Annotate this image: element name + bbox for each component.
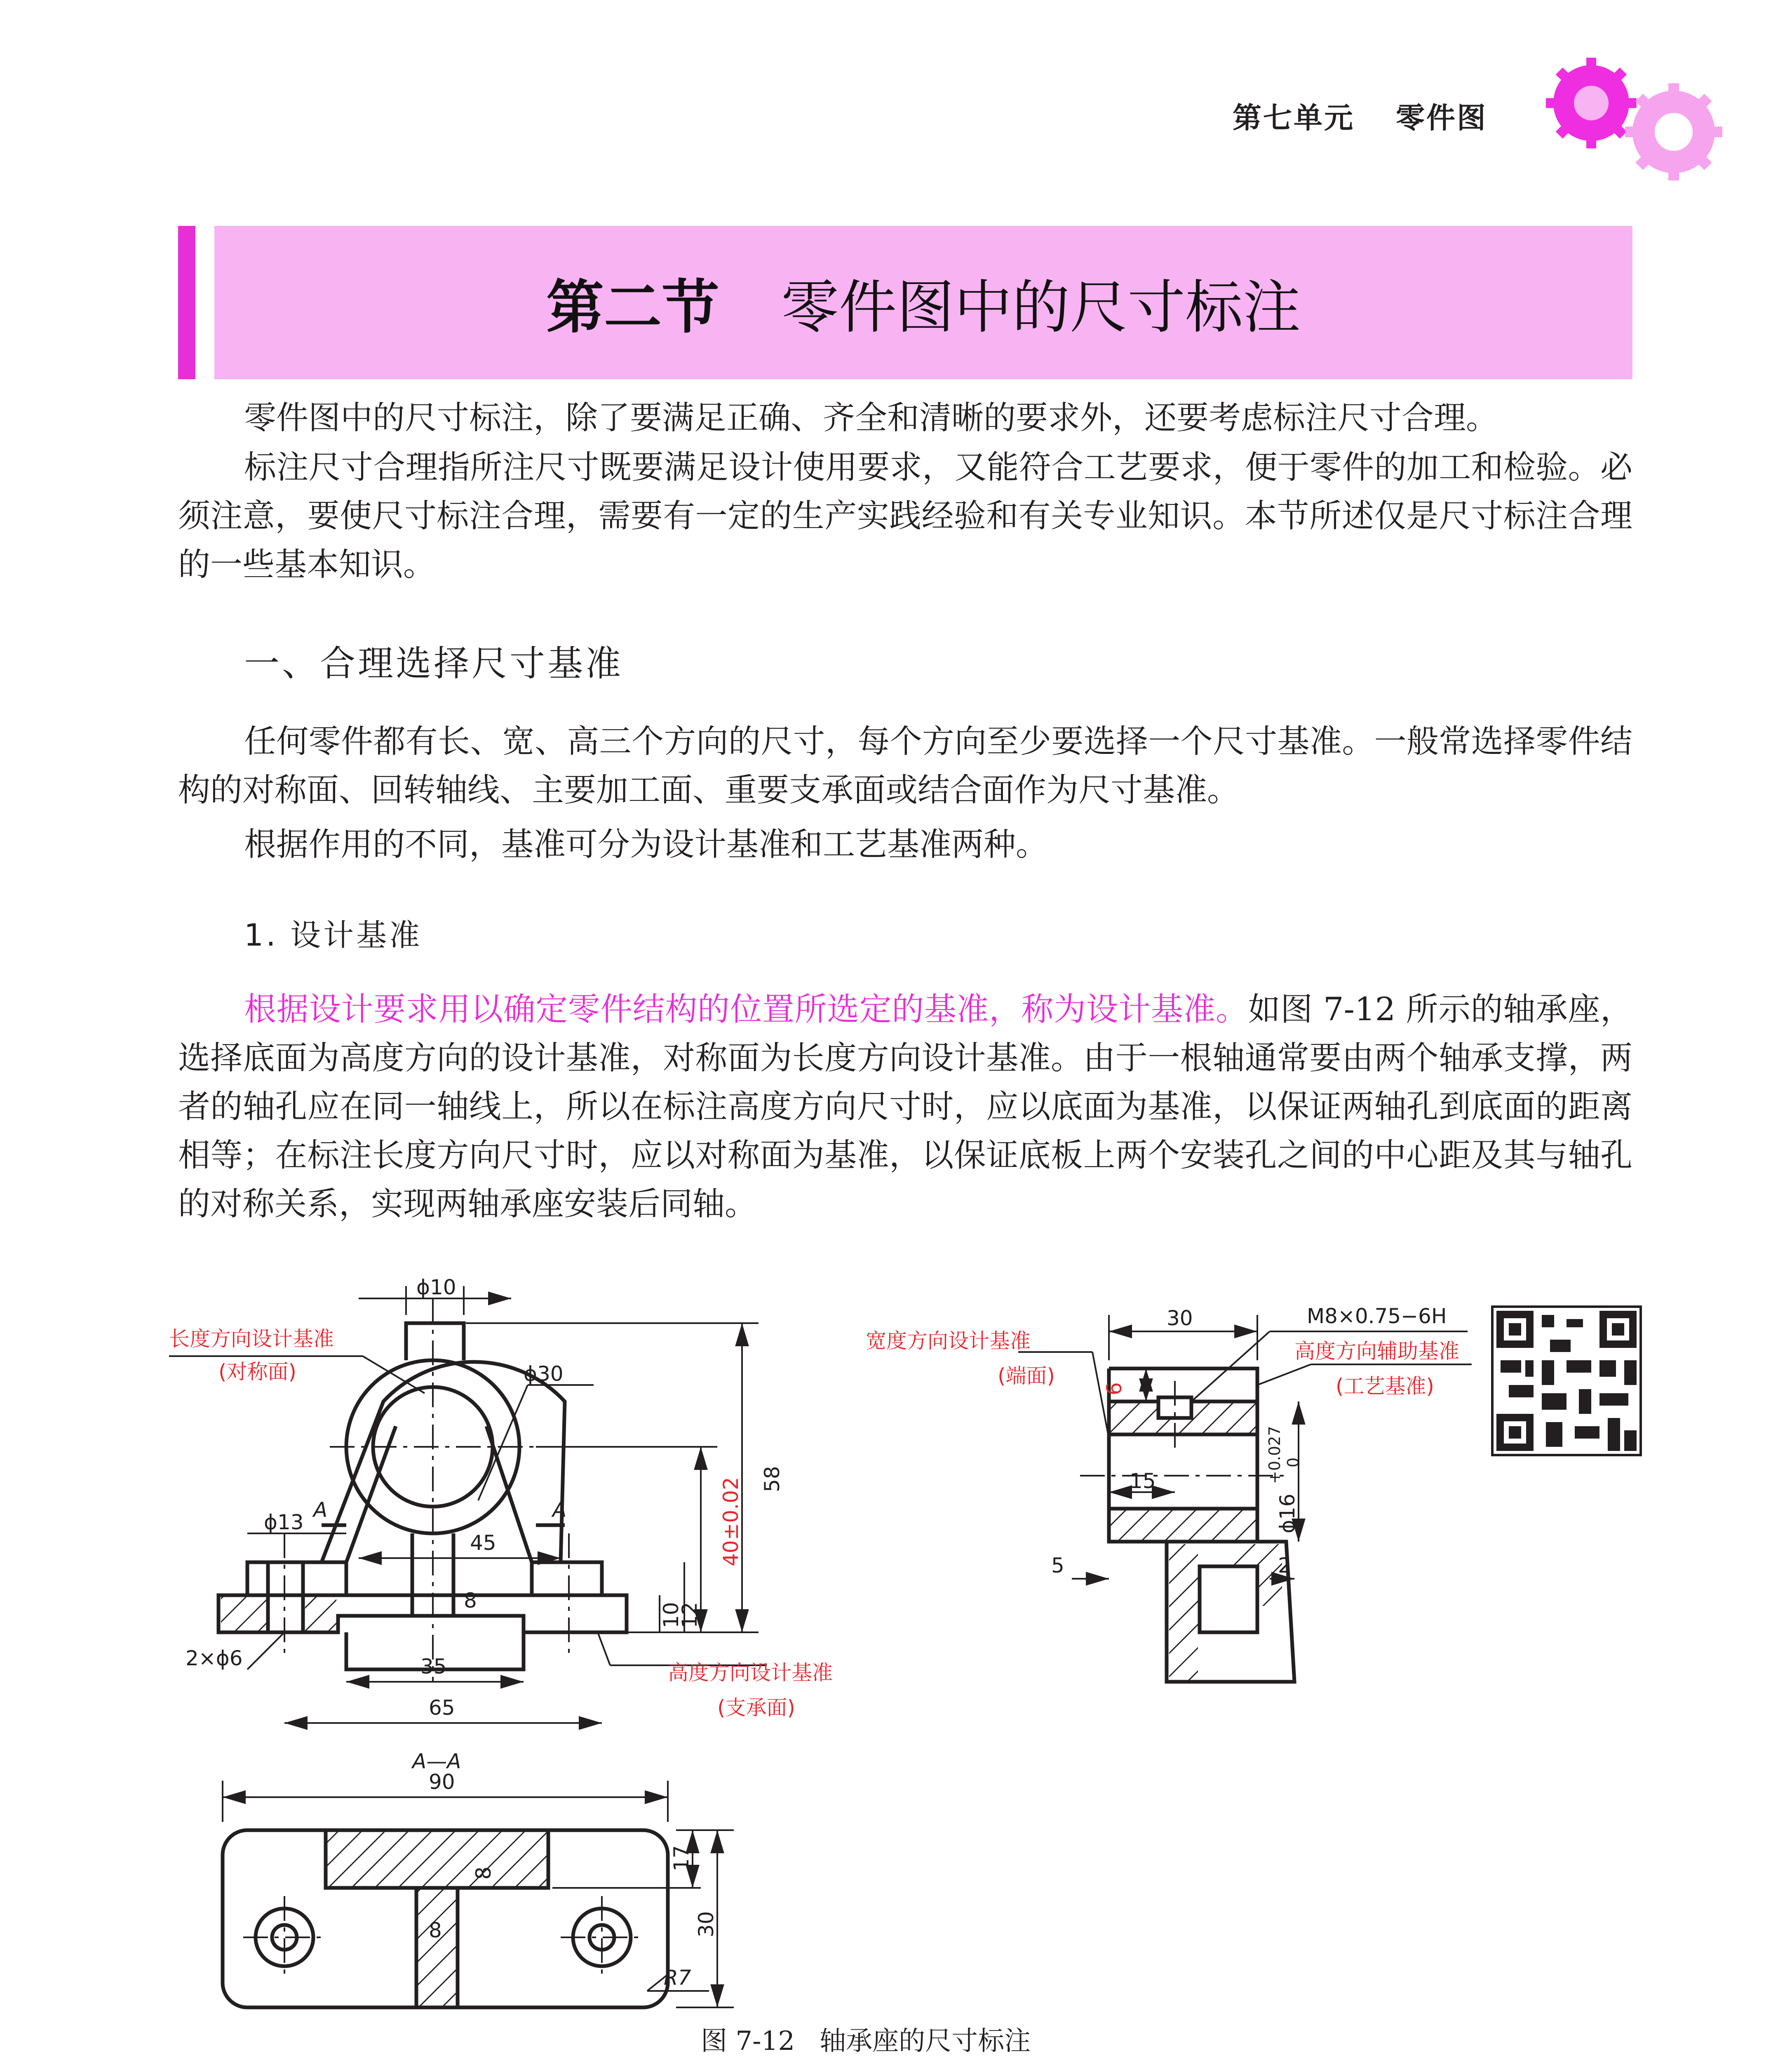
dim-90: 90: [429, 1770, 455, 1794]
figure-caption-number: 图 7-12: [701, 2026, 795, 2056]
figure-caption-title: 轴承座的尺寸标注: [820, 2026, 1031, 2056]
design-datum-definition: 根据设计要求用以确定零件结构的位置所选定的基准，称为设计基准。: [244, 991, 1248, 1028]
label-width-datum-sub: (端面): [998, 1364, 1055, 1388]
heading-design-datum: 1. 设计基准: [244, 918, 423, 953]
dim-6: 6: [1102, 1382, 1126, 1395]
dim-phi16: ϕ16: [1275, 1493, 1299, 1533]
dim-8: 8: [464, 1589, 477, 1613]
label-width-datum: 宽度方向设计基准: [866, 1329, 1031, 1353]
label-length-datum-sub: (对称面): [218, 1360, 297, 1384]
dim-thread: M8×0.75−6H: [1307, 1304, 1447, 1328]
dim-phi10: ϕ10: [416, 1275, 456, 1299]
section-number: 第二节: [546, 274, 719, 341]
dim-15: 15: [1130, 1469, 1156, 1493]
dim-r7: R7: [664, 1966, 691, 1990]
dim-58: 58: [760, 1466, 784, 1492]
dim-10: 10: [659, 1602, 683, 1628]
datum-paragraph-2: 根据作用的不同，基准可分为设计基准和工艺基准两种。: [244, 826, 1048, 863]
dim-2: 2: [1278, 1554, 1291, 1577]
dim-5: 5: [1051, 1554, 1064, 1577]
dim-30: 30: [1167, 1306, 1193, 1330]
dim-17: 17: [669, 1845, 693, 1871]
dim-2phi6: 2×ϕ6: [186, 1646, 243, 1670]
label-height-datum-sub: (支承面): [717, 1696, 796, 1720]
dim-phi16-tol: +0.027: [1266, 1426, 1284, 1484]
dim-35: 35: [420, 1655, 447, 1678]
dim-phi16-tol2: 0: [1284, 1457, 1302, 1467]
section-mark-a-right: A: [552, 1498, 567, 1522]
section-mark-a-left: A: [313, 1498, 328, 1522]
intro-paragraph-2: 标注尺寸合理指所注尺寸既要满足设计使用要求，又能符合工艺要求，便于零件的加工和检验。必须注意，要使尺寸标注合理，需要有一定的生产实践经验和有关专业知识。本节所述仅是尺寸标注合理的一些基本知识。: [178, 449, 1632, 583]
qr-code-icon: [1492, 1307, 1641, 1455]
dim-45: 45: [470, 1531, 496, 1555]
intro-paragraph-1: 零件图中的尺寸标注，除了要满足正确、齐全和清晰的要求外，还要考虑标注尺寸合理。: [244, 399, 1498, 437]
dim-8b: 8: [472, 1866, 496, 1880]
section-title-text: 零件图中的尺寸标注: [781, 274, 1301, 341]
section-title-aa: A—A: [412, 1749, 461, 1773]
side-view: [1109, 1369, 1294, 1682]
dim-phi30: ϕ30: [524, 1362, 564, 1386]
dim-65: 65: [429, 1696, 455, 1720]
running-head-unit: 第七单元: [1233, 101, 1355, 135]
label-height-datum: 高度方向设计基准: [668, 1661, 833, 1685]
label-height-aux-sub: (工艺基准): [1336, 1374, 1435, 1398]
label-length-datum: 长度方向设计基准: [169, 1327, 334, 1351]
dim-8c: 8: [429, 1918, 442, 1942]
datum-paragraph-1: 任何零件都有长、宽、高三个方向的尺寸，每个方向至少要选择一个尺寸基准。一般常选择零件结构的对称面、回转轴线、主要加工面、重要支承面或结合面作为尺寸基准。: [178, 723, 1632, 809]
label-height-aux: 高度方向辅助基准: [1294, 1339, 1459, 1363]
figure-caption: [701, 2020, 1031, 2058]
dim-30b: 30: [694, 1911, 718, 1937]
dim-phi13: ϕ13: [264, 1510, 304, 1534]
dim-40: 40±0.02: [719, 1477, 743, 1566]
heading-datum: 一、合理选择尺寸基准: [244, 643, 623, 684]
dim-12: 12: [678, 1602, 702, 1628]
running-head-title: 零件图: [1396, 101, 1487, 135]
design-datum-body: 如图 7-12 所示的轴承座，选择底面为高度方向的设计基准，对称面为长度方向设计基准。由于一根轴通常要由两个轴承支撑，两者的轴孔应在同一轴线上，所以在标注高度方向尺寸时，应以底面为基准，以保证两轴孔到底面的距离相等；在标注长度方向尺寸时，应以对称面为基准，以保证底板上两个安装孔之间的中心距及其与轴孔的对称关系，实现两轴承座安装后同轴。: [178, 991, 1632, 1223]
